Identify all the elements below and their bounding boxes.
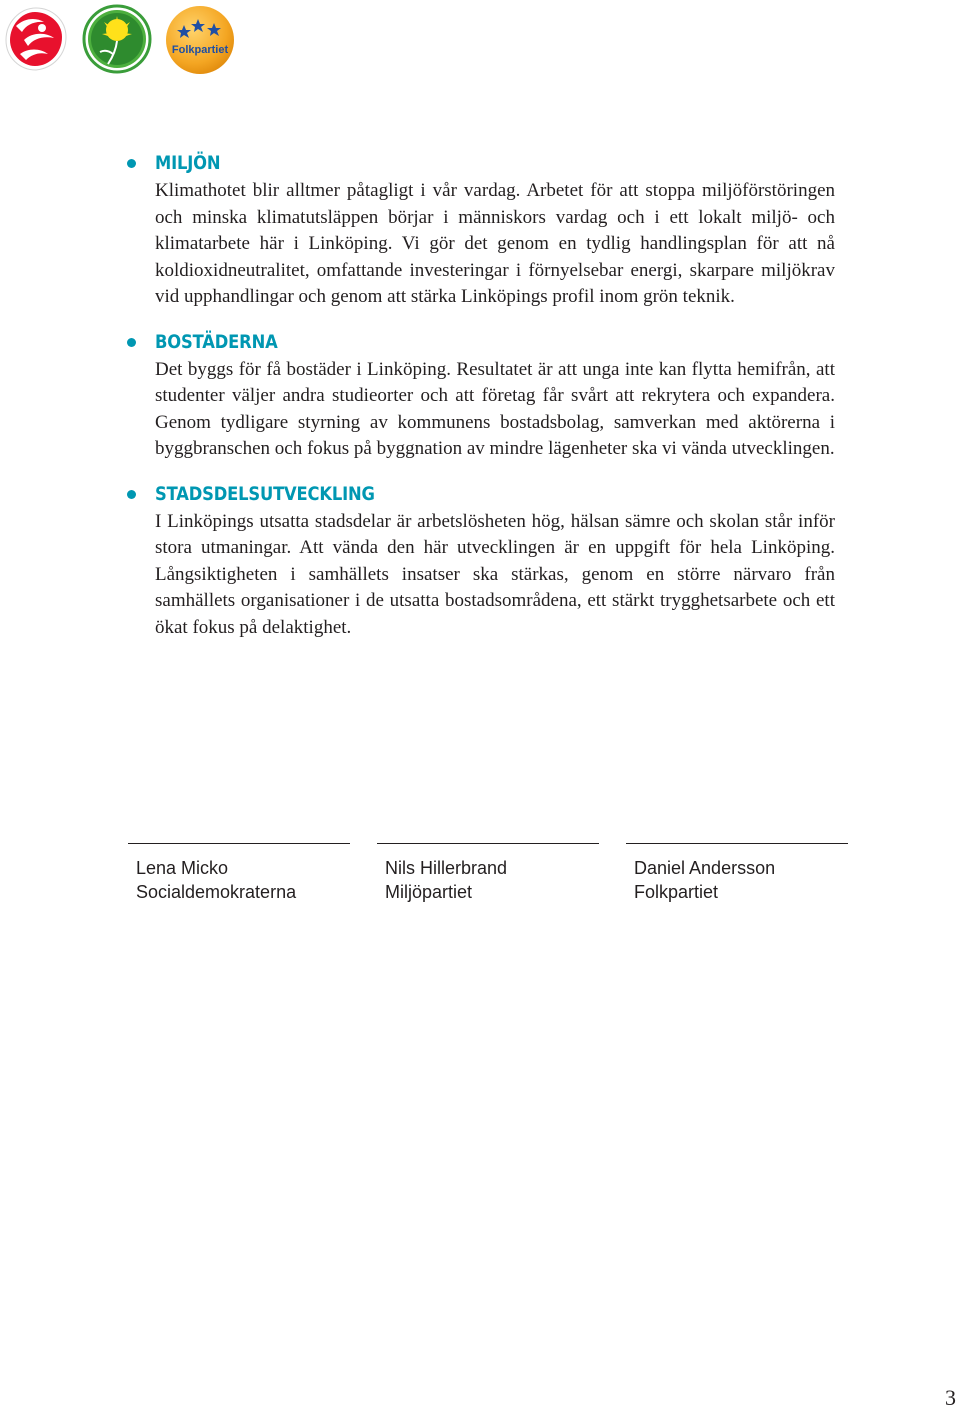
section-miljon [155,150,835,311]
section-body: Det byggs för få bostäder i Linköping. Resultatet är att unga inte kan flytta hemifrån, att studenter väljer andra studieorter och att företag får svårt att rekrytera och expandera. Genom tydligare styrning av kommunens bostadsbolag, samverkan med aktörerna i byggbranschen och fokus på byggnation av mindre lägenheter ska vi vända utvecklingen. [155,358,835,459]
bullet-icon [127,338,136,347]
signer-party: Folkpartiet [634,882,719,902]
svg-text:Folkpartiet: Folkpartiet [171,44,229,56]
miljopartiet-dandelion-logo [80,4,156,74]
socialdemokraterna-rose-logo [2,4,70,74]
signature-nils-hillerbrand [377,843,599,904]
party-logos [0,0,260,80]
signature-daniel-andersson [626,843,848,904]
section-stadsdelsutveckling [155,481,835,642]
signer-name: Lena Micko [136,858,229,878]
signer-party: Miljöpartiet [385,882,473,902]
signature-line [626,843,848,844]
signature-line [128,843,350,844]
bullet-icon [127,159,136,168]
page-number: 3 [945,1385,956,1410]
signer-name: Daniel Andersson [634,858,776,878]
section-body: Klimathotet blir alltmer påtagligt i vår vardag. Arbetet för att stoppa miljöförstöringen och minska klimatutsläppen börjar i människors vardag och i ett lokalt miljö- och klimatarbete här i Linköping. Vi gör det genom en tydlig handlingsplan för att nå koldioxidneutralitet, omfattande investeringar i förnyelsebar energi, skarpare miljökrav vid upphandlingar och genom att stärka Linköpings profil inom grön teknik. [155,180,835,307]
signature-line [377,843,599,844]
signature-lena-micko [128,843,350,904]
folkpartiet-logo [164,4,236,76]
section-heading: BOSTÄDERNA [155,330,278,353]
section-body: I Linköpings utsatta stadsdelar är arbetslösheten hög, hälsan sämre och skolan står inför stora utmaningar. Att vända den här utvecklingen är en uppgift för hela Linköping. Långsiktigheten i samhällets insatser ska stärkas, genom en större närvaro från samhällets organisationer i de utsatta bostadsområdena, ett stärkt trygghetsarbete och ett ökat fokus på delaktighet. [155,510,835,638]
signer-party: Socialdemokraterna [136,882,297,902]
sections [155,150,835,659]
bullet-icon [127,490,136,499]
signer-name: Nils Hillerbrand [385,858,508,878]
section-heading: MILJÖN [155,152,221,174]
section-heading: STADSDELSUTVECKLING [155,482,375,505]
section-bostaderna [155,329,835,463]
